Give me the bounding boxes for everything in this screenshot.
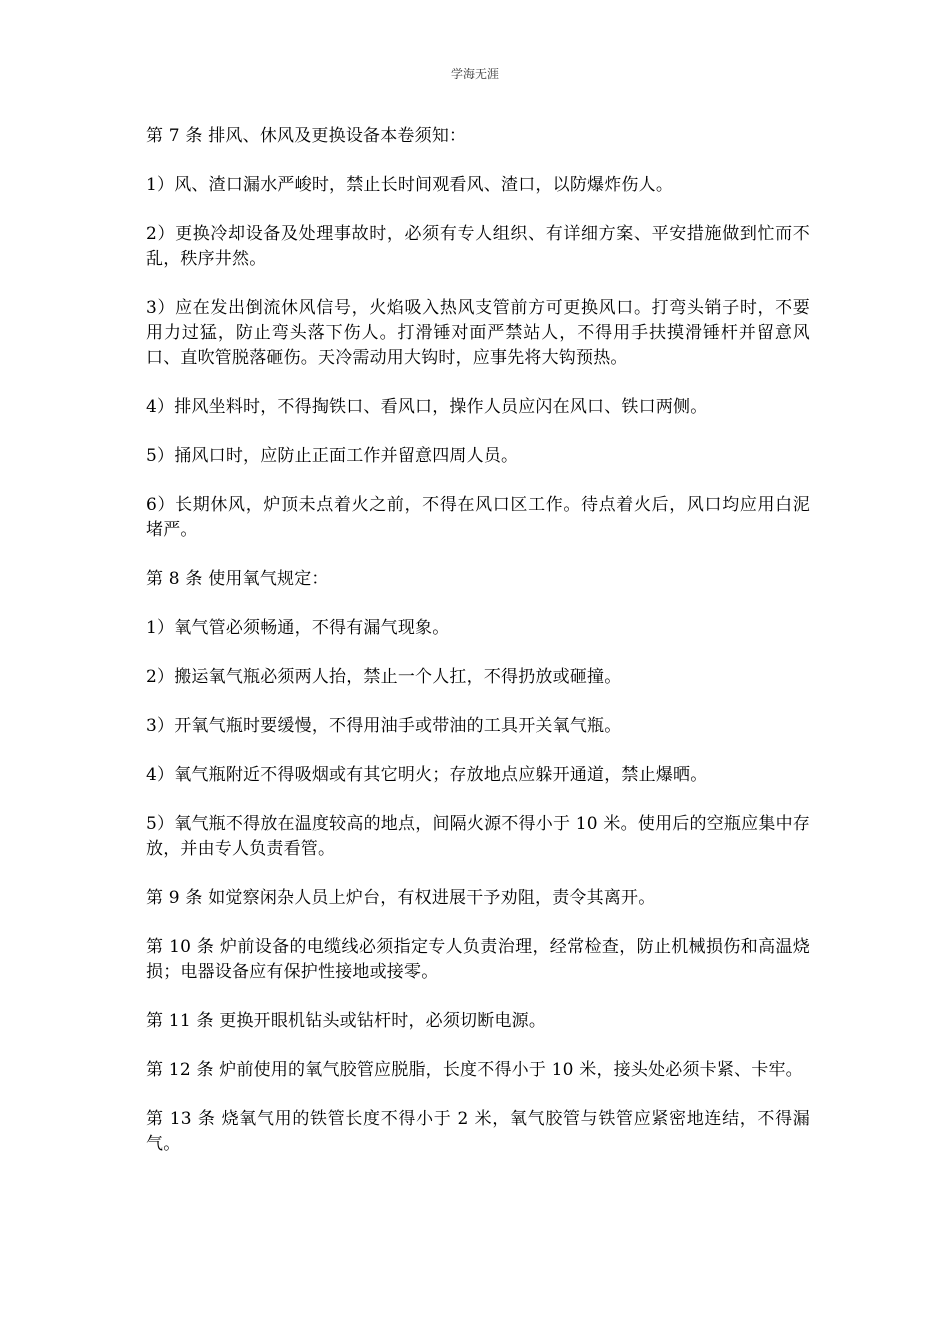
paragraph-item: 5）氧气瓶不得放在温度较高的地点，间隔火源不得小于 10 米。使用后的空瓶应集中存放，并由专人负责看管。 bbox=[146, 814, 810, 859]
paragraph-article-11: 第 11 条 更换开眼机钻头或钻杆时，必须切断电源。 bbox=[146, 1011, 547, 1031]
paragraph-item: 2）搬运氧气瓶必须两人抬，禁止一个人扛，不得扔放或砸撞。 bbox=[146, 667, 622, 687]
paragraph-article-8: 第 8 条 使用氧气规定： bbox=[146, 569, 329, 589]
paragraph-article-9: 第 9 条 如觉察闲杂人员上炉台，有权进展干予劝阻，责令其离开。 bbox=[146, 888, 656, 908]
document-body bbox=[146, 124, 810, 1181]
page-header: 学海无涯 bbox=[450, 67, 499, 81]
paragraph-item: 1）风、渣口漏水严峻时，禁止长时间观看风、渣口，以防爆炸伤人。 bbox=[146, 175, 674, 195]
paragraph-item: 2）更换冷却设备及处理事故时，必须有专人组织、有详细方案、平安措施做到忙而不乱，秩序井然。 bbox=[146, 224, 810, 269]
paragraph-item: 3）应在发出倒流休风信号，火焰吸入热风支管前方可更换风口。打弯头销子时，不要用力过猛，防止弯头落下伤人。打滑锤对面严禁站人，不得用手扶摸滑锤杆并留意风口、直吹管脱落砸伤。天冷需动用大钩时，应事先将大钩预热。 bbox=[146, 298, 810, 368]
paragraph-item: 1）氧气管必须畅通，不得有漏气现象。 bbox=[146, 618, 450, 638]
paragraph-item: 4）氧气瓶附近不得吸烟或有其它明火；存放地点应躲开通道，禁止爆晒。 bbox=[146, 765, 708, 785]
paragraph-item: 4）排风坐料时，不得掏铁口、看风口，操作人员应闪在风口、铁口两侧。 bbox=[146, 397, 708, 417]
paragraph-article-13: 第 13 条 烧氧气用的铁管长度不得小于 2 米，氧气胶管与铁管应紧密地连结，不得漏气。 bbox=[146, 1109, 810, 1154]
paragraph-article-10: 第 10 条 炉前设备的电缆线必须指定专人负责治理，经常检查，防止机械损伤和高温烧损；电器设备应有保护性接地或接零。 bbox=[146, 937, 810, 982]
paragraph-item: 6）长期休风，炉顶未点着火之前，不得在风口区工作。待点着火后，风口均应用白泥堵严。 bbox=[146, 495, 810, 540]
paragraph-item: 5）捅风口时，应防止正面工作并留意四周人员。 bbox=[146, 446, 519, 466]
paragraph-article-12: 第 12 条 炉前使用的氧气胶管应脱脂，长度不得小于 10 米，接头处必须卡紧、卡牢。 bbox=[146, 1060, 803, 1080]
paragraph-article-7: 第 7 条 排风、休风及更换设备本卷须知： bbox=[146, 126, 467, 146]
paragraph-item: 3）开氧气瓶时要缓慢，不得用油手或带油的工具开关氧气瓶。 bbox=[146, 716, 622, 736]
